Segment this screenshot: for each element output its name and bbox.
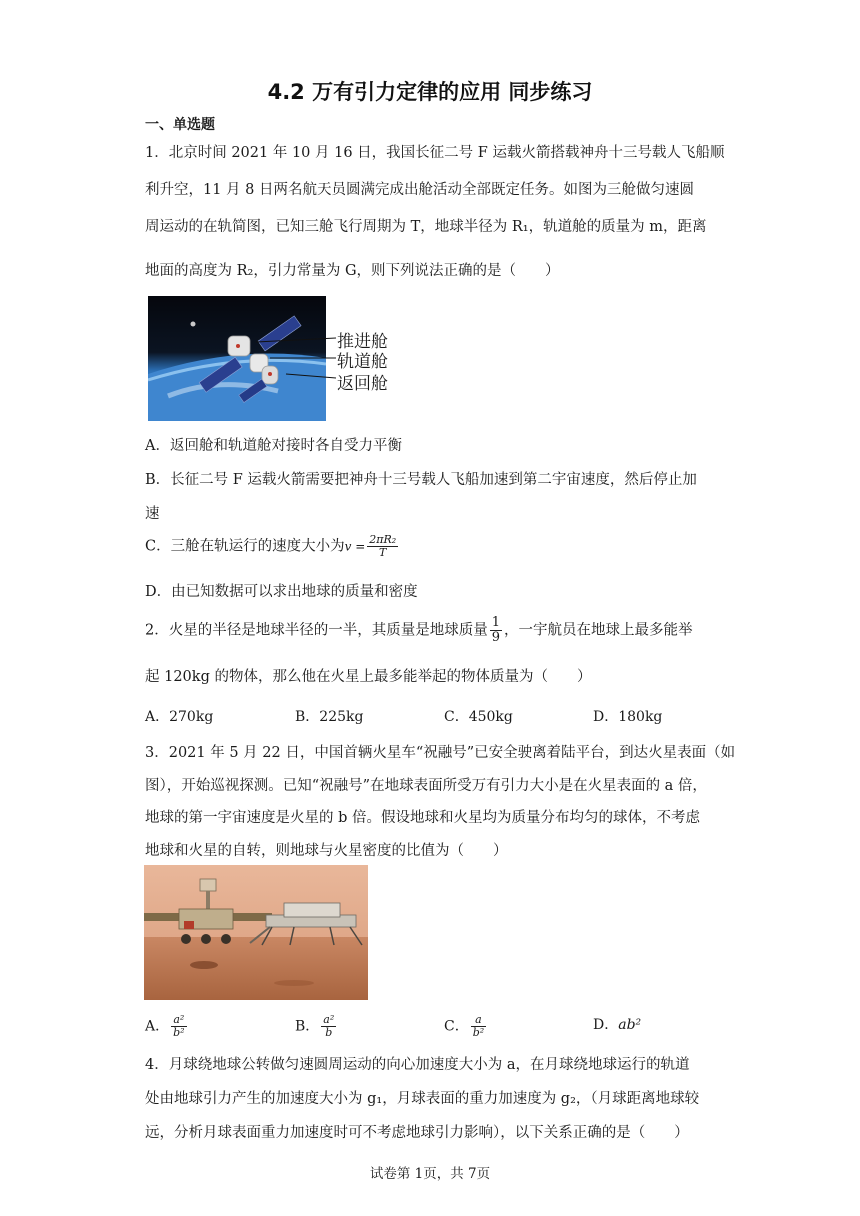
q3-option-c-numerator: a — [471, 1014, 486, 1027]
q3-option-c-fraction — [471, 1014, 486, 1039]
q3-option-c-denominator: b² — [472, 1026, 485, 1039]
figure-label-propulsion: 推进舱 — [337, 332, 388, 352]
page-footer: 试卷第 1页，共 7页 — [369, 1166, 491, 1182]
q3-line-4: 地球和火星的自转，则地球与火星密度的比值为（ ） — [145, 843, 508, 859]
q2-option-a: A．270kg — [145, 709, 214, 725]
q2-line-1-pre: 2．火星的半径是地球半径的一半，其质量是地球质量 — [145, 622, 488, 639]
q2-line-2: 起 120kg 的物体，那么他在火星上最多能举起的物体质量为（ ） — [145, 669, 592, 685]
q1-line-2: 利升空，11 月 8 日两名航天员圆满完成出舱活动全部既定任务。如图为三舱做匀速圆 — [145, 182, 695, 198]
q3-option-a-denominator: b² — [173, 1026, 185, 1039]
q1-line-4: 地面的高度为 R₂，引力常量为 G，则下列说法正确的是（ ） — [145, 263, 560, 279]
q3-option-d — [593, 1014, 641, 1034]
q3-option-a-numerator: a² — [171, 1014, 186, 1027]
q3-option-b-fraction — [321, 1014, 336, 1039]
q1-option-b-line-2: 速 — [145, 506, 160, 522]
q3-option-b-denominator: b — [325, 1026, 333, 1039]
q4-line-2: 处由地球引力产生的加速度大小为 g₁，月球表面的重力加速度为 g₂，（月球距离地球较 — [145, 1091, 700, 1107]
q3-option-a-fraction — [171, 1014, 186, 1039]
page-title: 4.2 万有引力定律的应用 同步练习 — [267, 80, 593, 104]
q3-line-2: 图），开始巡视探测。已知“祝融号”在地球表面所受万有引力大小是在火星表面的 a 倍， — [145, 778, 707, 794]
q3-option-a — [145, 1014, 189, 1039]
q2-line-1 — [145, 616, 693, 645]
figure-label-orbital: 轨道舱 — [337, 352, 388, 372]
q1-option-c-lhs: v = — [344, 539, 366, 554]
q4-line-3: 远，分析月球表面重力加速度时可不考虑地球引力影响），以下关系正确的是（ ） — [145, 1125, 689, 1141]
q3-line-3: 地球的第一宇宙速度是火星的 b 倍。假设地球和火星均为质量分布均匀的球体，不考虑 — [145, 810, 700, 826]
q2-fraction — [490, 616, 502, 645]
q1-option-c-numerator: 2πR₂ — [369, 533, 397, 546]
q3-option-b-numerator: a² — [323, 1013, 335, 1026]
q2-option-c: C．450kg — [444, 709, 513, 725]
q3-option-d-label: D． — [593, 1017, 619, 1033]
q1-option-b-line-1: B．长征二号 F 运载火箭需要把神舟十三号载人飞船加速到第二宇宙速度，然后停止加 — [145, 472, 697, 488]
q1-option-c-denominator: T — [379, 546, 387, 559]
q1-option-d: D．由已知数据可以求出地球的质量和密度 — [145, 584, 418, 600]
q3-option-c — [444, 1014, 488, 1039]
q3-option-d-value: ab² — [618, 1017, 642, 1033]
q1-option-c-text: C．三舱在轨运行的速度大小为 — [145, 538, 345, 555]
q4-line-1: 4．月球绕地球公转做匀速圆周运动的向心加速度大小为 a，在月球绕地球运行的轨道 — [145, 1057, 690, 1073]
figure-label-return: 返回舱 — [337, 374, 388, 394]
q2-fraction-numerator: 1 — [491, 615, 501, 630]
q1-option-c — [145, 534, 400, 559]
q1-option-c-fraction — [367, 534, 398, 559]
q3-option-c-label: C． — [444, 1018, 469, 1035]
q1-line-3: 周运动的在轨简图，已知三舱飞行周期为 T，地球半径为 R₁，轨道舱的质量为 m，距离 — [145, 219, 707, 235]
q1-line-1: 1．北京时间 2021 年 10 月 16 日，我国长征二号 F 运载火箭搭载神舟十三号载人飞船顺 — [145, 145, 725, 161]
figure-leader-lines — [250, 330, 340, 390]
q3-line-1: 3．2021 年 5 月 22 日，中国首辆火星车“祝融号”已安全驶离着陆平台，到达火星表面（如 — [145, 745, 736, 761]
q1-option-a: A．返回舱和轨道舱对接时各自受力平衡 — [145, 438, 402, 454]
mars-rover-image — [144, 865, 368, 1000]
q3-option-b-label: B． — [295, 1018, 320, 1035]
q3-option-a-label: A． — [145, 1018, 170, 1035]
q2-line-1-post: ，一宇航员在地球上最多能举 — [504, 622, 693, 639]
q3-option-b — [295, 1014, 338, 1039]
section-heading: 一、单选题 — [145, 117, 215, 133]
q2-option-d: D．180kg — [593, 709, 663, 725]
q2-option-b: B．225kg — [295, 709, 364, 725]
q2-fraction-denominator: 9 — [491, 630, 501, 645]
